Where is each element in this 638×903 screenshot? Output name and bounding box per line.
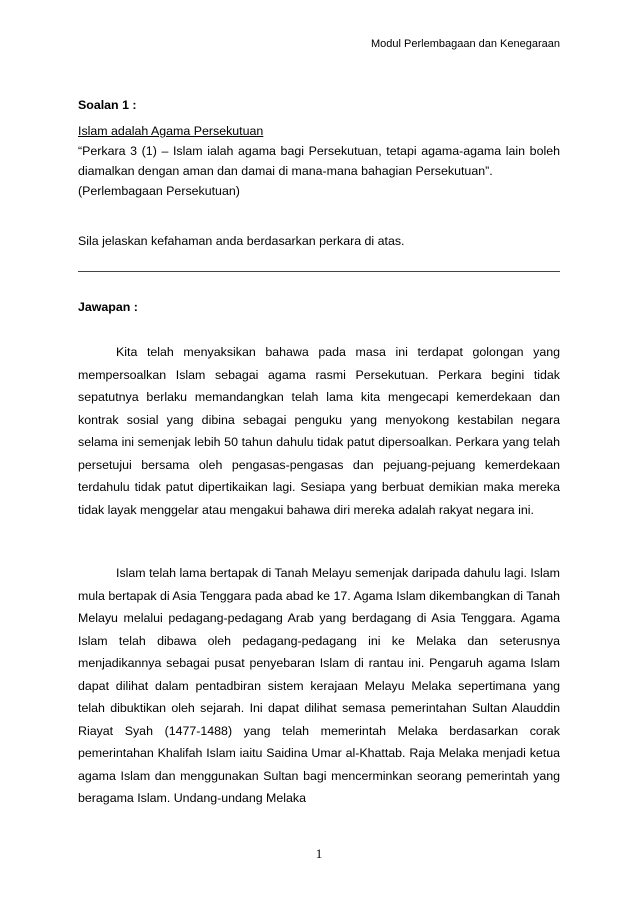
question-title: Islam adalah Agama Persekutuan — [78, 124, 264, 138]
answer-paragraph-1: Kita telah menyaksikan bahawa pada masa ini terdapat golongan yang mempersoalkan Islam sebagai agama rasmi Persekutuan. Perkara begini tidak sepatutnya berlaku memandangkan telah lama kita mengecapi kemerdekaan dan kontrak sosial yang dibina sebagai penguku yang menyokong kestabilan negara selama ini semenjak lebih 50 tahun dahulu tidak patut dipersoalkan. Perkara yang telah persetujui bersama oleh pengasas-pengasas dan pejuang-pejuang kemerdekaan terdahulu tidak patut dipertikaikan lagi. Sesiapa yang berbuat demikian maka mereka tidak layak menggelar atau mengakui bahawa diri mereka adalah rakyat negara ini. — [78, 345, 560, 517]
running-header: Modul Perlembagaan dan Kenegaraan — [371, 38, 560, 50]
question-quote: “Perkara 3 (1) – Islam ialah agama bagi Persekutuan, tetapi agama-agama lain boleh diamalkan dengan aman dan damai di mana-mana bahagian Persekutuan”. — [78, 144, 560, 178]
answer-heading: Jawapan : — [78, 300, 138, 314]
page-number: 1 — [315, 846, 323, 861]
question-heading: Soalan 1 : — [78, 98, 137, 112]
answer-paragraph-2: Islam telah lama bertapak di Tanah Melayu semenjak daripada dahulu lagi. Islam mula bertapak di Asia Tenggara pada abad ke 17. Agama Islam dikembangkan di Tanah Melayu melalui pedagang-pedagang Arab yang berdagang di Asia Tenggara. Agama Islam telah dibawa oleh pedagang-pedagang ini ke Melaka dan seterusnya menjadikannya sebagai pusat penyebaran Islam di rantau ini. Pengaruh agama Islam dapat dilihat dalam pentadbiran sistem kerajaan Melayu Melaka sepertimana yang telah dibuktikan oleh sejarah. Ini dapat dilihat semasa pemerintahan Sultan Alauddin Riayat Syah (1477-1488) yang telah memerintah Melaka berdasarkan corak pemerintahan Khalifah Islam iaitu Saidina Umar al-Khattab. Raja Melaka menjadi ketua agama Islam dan menggunakan Sultan bagi mencerminkan seorang pemerintah yang beragama Islam. Undang-undang Melaka — [78, 566, 560, 805]
question-source: (Perlembagaan Persekutuan) — [78, 184, 240, 198]
question-instruction: Sila jelaskan kefahaman anda berdasarkan perkara di atas. — [78, 234, 405, 248]
question-block — [78, 121, 560, 201]
section-divider — [78, 271, 560, 272]
